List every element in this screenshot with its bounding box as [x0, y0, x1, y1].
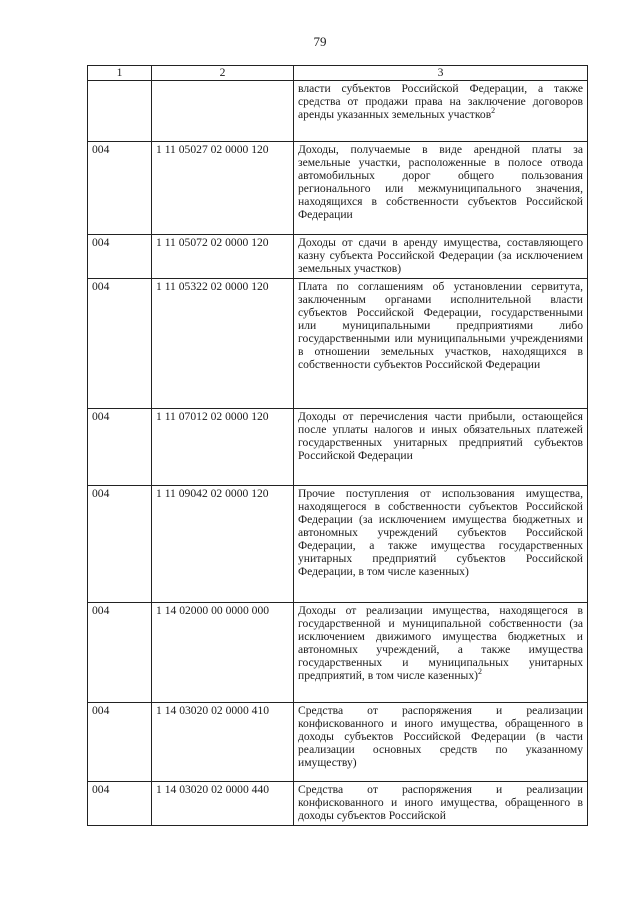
budget-code-cell: 1 14 02000 00 0000 000 [152, 603, 294, 703]
footnote-mark: 2 [491, 106, 496, 116]
description-cell [294, 486, 588, 603]
table-header-row [88, 66, 588, 81]
budget-code-cell [152, 81, 294, 142]
description-cell [294, 279, 588, 409]
description-cell [294, 235, 588, 279]
table-row [88, 486, 588, 603]
budget-code-cell: 1 14 03020 02 0000 440 [152, 782, 294, 826]
description-text: Плата по соглашениям об установлении сервитута, заключенным органами исполнительной власти субъектов Российской Федерации, государственными или муниципальными предприятиями либо государственными или муниципальными учреждениями в отношении земельных участков, находящихся в собственности субъектов Российской Федерации [298, 280, 583, 371]
description-text: Доходы от перечисления части прибыли, остающейся после уплаты налогов и иных обязательных платежей государственных унитарных предприятий субъектов Российской Федерации [298, 410, 583, 462]
description-cell [294, 782, 588, 826]
description-text: власти субъектов Российской Федерации, а также средства от продажи права на заключение договоров аренды указанных земельных участков [298, 82, 583, 121]
revenue-codes-table [87, 65, 588, 826]
admin-code-cell: 004 [88, 279, 152, 409]
admin-code-cell: 004 [88, 142, 152, 235]
admin-code-cell [88, 81, 152, 142]
description-cell [294, 142, 588, 235]
budget-code-cell: 1 14 03020 02 0000 410 [152, 703, 294, 782]
table-row [88, 279, 588, 409]
page-number: 79 [313, 34, 327, 49]
table-row [88, 142, 588, 235]
budget-code-cell: 1 11 05322 02 0000 120 [152, 279, 294, 409]
column-header-1: 1 [88, 66, 152, 81]
description-text: Средства от распоряжения и реализации конфискованного и иного имущества, обращенного в доходы субъектов Российской [298, 783, 583, 822]
table-row [88, 81, 588, 142]
budget-code-cell: 1 11 05072 02 0000 120 [152, 235, 294, 279]
table-row [88, 782, 588, 826]
description-cell [294, 409, 588, 486]
description-text: Прочие поступления от использования имущества, находящегося в собственности субъектов Российской Федерации (за исключением имущества бюджетных и автономных учреждений субъектов Российской Федерации, а также имущества государственных унитарных предприятий субъектов Российской Федерации, в том числе казенных) [298, 487, 583, 578]
description-text: Доходы от сдачи в аренду имущества, составляющего казну субъекта Российской Федерации (за исключением земельных участков) [298, 236, 583, 275]
admin-code-cell: 004 [88, 603, 152, 703]
admin-code-cell: 004 [88, 235, 152, 279]
description-cell [294, 703, 588, 782]
description-text: Средства от распоряжения и реализации конфискованного и иного имущества, обращенного в доходы субъектов Российской Федерации (в части реализации основных средств по указанному имуществу) [298, 704, 583, 769]
admin-code-cell: 004 [88, 486, 152, 603]
table-row [88, 235, 588, 279]
description-cell [294, 81, 588, 142]
admin-code-cell: 004 [88, 703, 152, 782]
description-text: Доходы, получаемые в виде арендной платы за земельные участки, расположенные в полосе отвода автомобильных дорог общего пользования регионального или межмуниципального значения, находящихся в собственности субъектов Российской Федерации [298, 143, 583, 221]
budget-code-cell: 1 11 07012 02 0000 120 [152, 409, 294, 486]
column-header-3: 3 [294, 66, 588, 81]
table-row [88, 409, 588, 486]
description-cell [294, 603, 588, 703]
table-row [88, 603, 588, 703]
budget-code-cell: 1 11 09042 02 0000 120 [152, 486, 294, 603]
admin-code-cell: 004 [88, 409, 152, 486]
footnote-mark: 2 [478, 667, 482, 677]
column-header-2: 2 [152, 66, 294, 81]
description-text: Доходы от реализации имущества, находящегося в государственной и муниципальной собственности (за исключением движимого имущества бюджетных и автономных учреждений, а также имущества государственных и муниципальных унитарных предприятий, в том числе казенных) [298, 604, 583, 682]
admin-code-cell: 004 [88, 782, 152, 826]
budget-code-cell: 1 11 05027 02 0000 120 [152, 142, 294, 235]
table-row [88, 703, 588, 782]
